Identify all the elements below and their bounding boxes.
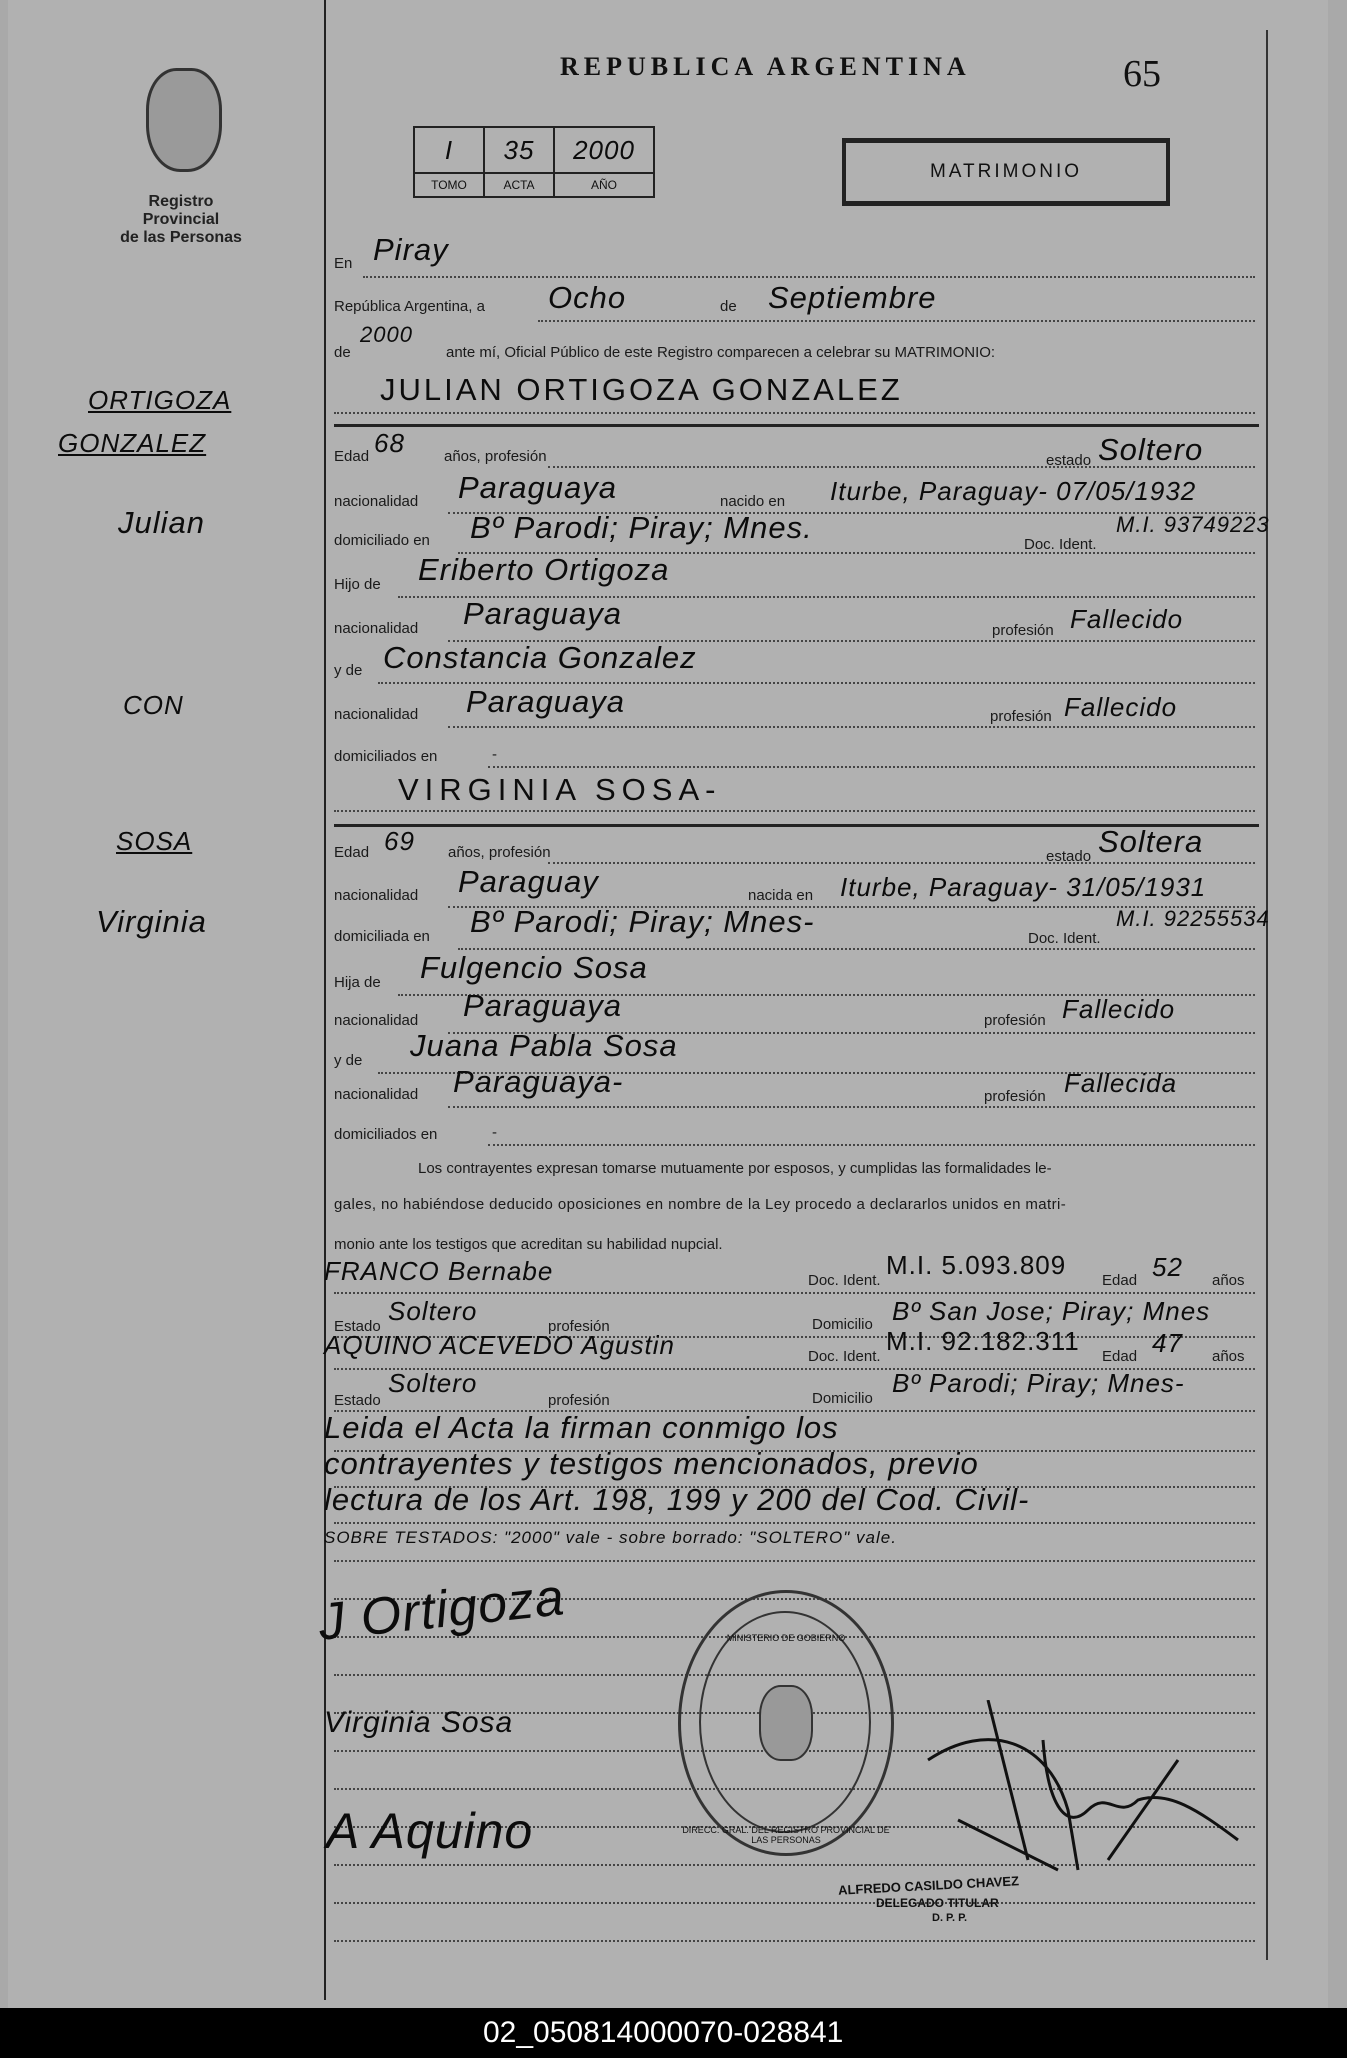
signature-groom: J Ortigoza [315, 1568, 568, 1652]
groom-profesion-label: años, profesión [444, 448, 547, 465]
right-border [1266, 30, 1268, 1960]
witness-2-doc: M.I. 92.182.311 [886, 1326, 1080, 1356]
bride-estado-label: estado [1046, 848, 1092, 865]
groom-estado-label: estado [1046, 452, 1092, 469]
groom-edad-label: Edad [334, 448, 370, 465]
bride-father-prof-label: profesión [984, 1012, 1046, 1029]
groom-nac-label: nacionalidad [334, 493, 419, 510]
closing-line-2: contrayentes y testigos mencionados, previo [324, 1446, 979, 1481]
bride-nacida: Iturbe, Paraguay- 31/05/1931 [840, 872, 1207, 902]
witness-2-anos-label: años [1212, 1348, 1245, 1365]
acta-label: ACTA [484, 173, 554, 197]
bride-domiciliados-label: domiciliados en [334, 1126, 438, 1143]
bride-mother-prof: Fallecida [1064, 1068, 1178, 1098]
official-title: DELEGADO TITULAR [876, 1896, 999, 1910]
groom-nacido: Iturbe, Paraguay- 07/05/1932 [830, 476, 1197, 506]
signature-witness: A Aquino [326, 1803, 534, 1859]
country-title: REPUBLICA ARGENTINA [560, 52, 971, 81]
ante-text: ante mí, Oficial Público de este Registro comparecen a celebrar su MATRIMONIO: [446, 344, 996, 361]
margin-surname-2: SOSA [116, 826, 193, 856]
margin-name-1: Julian [118, 505, 205, 540]
witness-1-edad-label: Edad [1102, 1272, 1138, 1289]
groom-father-prof-label: profesión [992, 622, 1054, 639]
groom-doc-label: Doc. Ident. [1024, 536, 1097, 553]
witness-2-estado-label: Estado [334, 1392, 381, 1409]
groom-domicilio: Bº Parodi; Piray; Mnes. [470, 510, 813, 545]
registry-seal-icon [146, 68, 222, 172]
record-box [413, 126, 655, 198]
bride-nacida-label: nacida en [748, 887, 814, 904]
tomo-label: TOMO [414, 173, 484, 197]
groom-mother-nac: Paraguaya [466, 684, 625, 719]
closing-line-3: lectura de los Art. 198, 199 y 200 del Cod. Civil- [324, 1482, 1030, 1517]
groom-hijo-label: Hijo de [334, 576, 381, 593]
witness-1-doc-label: Doc. Ident. [808, 1272, 881, 1289]
ano-label: AÑO [554, 173, 654, 197]
bride-mother-nac: Paraguaya- [453, 1064, 624, 1099]
margin-surname-1b: GONZALEZ [58, 428, 207, 458]
republica-label: República Argentina, a [334, 298, 485, 315]
groom-nacionalidad: Paraguaya [458, 470, 617, 505]
margin-con: CON [123, 690, 184, 720]
groom-full-name: JULIAN ORTIGOZA GONZALEZ [380, 372, 903, 407]
groom-father-nac-label: nacionalidad [334, 620, 419, 637]
bride-domiciliados: - [492, 1124, 497, 1141]
groom-mother-prof-label: profesión [990, 708, 1052, 725]
signature-bride: Virginia Sosa [324, 1706, 514, 1739]
witness-1-dom-label: Domicilio [812, 1316, 873, 1333]
declaration-line-2: gales, no habiéndose deducido oposiciones en nombre de la Ley procedo a declararlos unidos en matri- [334, 1196, 1067, 1213]
de-label: de [720, 298, 737, 315]
bride-domicilio: Bº Parodi; Piray; Mnes- [470, 904, 815, 939]
bride-father-nac: Paraguaya [463, 988, 622, 1023]
registry-line2: de las Personas [120, 229, 242, 246]
witness-2-doc-label: Doc. Ident. [808, 1348, 881, 1365]
declaration-line-3: monio ante los testigos que acreditan su habilidad nupcial. [334, 1236, 723, 1253]
bride-edad: 69 [384, 826, 415, 856]
closing-line-1: Leida el Acta la firman conmigo los [324, 1410, 839, 1445]
scan-id-bar [0, 2008, 1347, 2058]
acta-value: 35 [503, 134, 535, 165]
witness-1-domicilio: Bº San Jose; Piray; Mnes [892, 1296, 1211, 1326]
certificate-page [8, 0, 1328, 2008]
bride-doc: M.I. 92255534 [1116, 906, 1270, 931]
groom-mother-prof: Fallecido [1064, 692, 1178, 722]
groom-estado: Soltero [1098, 432, 1204, 467]
witness-2-dom-label: Domicilio [812, 1390, 873, 1407]
day-value: Ocho [548, 280, 627, 315]
witness-2-estado: Soltero [388, 1368, 478, 1398]
witness-2-edad-label: Edad [1102, 1348, 1138, 1365]
bride-profesion-label: años, profesión [448, 844, 551, 861]
bride-doc-label: Doc. Ident. [1028, 930, 1101, 947]
margin-surname-1: ORTIGOZA [88, 385, 232, 415]
groom-doc: M.I. 93749223 [1116, 512, 1270, 537]
declaration-line-1: Los contrayentes expresan tomarse mutuamente por esposos, y cumplidas las formalidades le- [418, 1160, 1052, 1177]
bride-hija-label: Hija de [334, 974, 381, 991]
groom-dom-label: domiciliado en [334, 532, 430, 549]
stamp-text: DIRECC. GRAL. DEL REGISTRO PROVINCIAL DE LAS PERSONAS [682, 1825, 890, 1845]
official-unit: D. P. P. [932, 1912, 968, 1924]
official-stamp [678, 1590, 894, 1856]
bride-yde-label: y de [334, 1052, 363, 1069]
groom-mother-nac-label: nacionalidad [334, 706, 419, 723]
official-name: ALFREDO CASILDO CHAVEZ [837, 1873, 1020, 1898]
page-number: 65 [1123, 53, 1161, 95]
bride-mother-prof-label: profesión [984, 1088, 1046, 1105]
bride-mother-nac-label: nacionalidad [334, 1086, 419, 1103]
scan-id: 02_050814000070-028841 [483, 2016, 844, 2049]
witness-1-edad: 52 [1152, 1252, 1183, 1282]
bride-nac-label: nacionalidad [334, 887, 419, 904]
stamp-inner-text: MINISTERIO DE GOBIERNO [726, 1633, 846, 1643]
margin-name-2: Virginia [96, 904, 207, 939]
bride-edad-label: Edad [334, 844, 370, 861]
bride-estado: Soltera [1098, 824, 1204, 859]
bride-full-name: VIRGINIA SOSA- [398, 772, 722, 807]
groom-father: Eriberto Ortigoza [418, 552, 670, 587]
witness-1-estado-label: Estado [334, 1318, 381, 1335]
act-type-box: MATRIMONIO [842, 138, 1170, 206]
ano-value: 2000 [573, 134, 635, 165]
groom-father-prof: Fallecido [1070, 604, 1184, 634]
witness-2-name: AQUINO ACEVEDO Agustin [324, 1330, 675, 1360]
margin-divider [324, 0, 326, 2000]
groom-yde-label: y de [334, 662, 363, 679]
bride-father: Fulgencio Sosa [420, 950, 648, 985]
groom-mother: Constancia Gonzalez [383, 640, 697, 675]
closing-line-4: SOBRE TESTADOS: "2000" vale - sobre borrado: "SOLTERO" vale. [324, 1528, 897, 1547]
en-label: En [334, 255, 353, 272]
witness-1-anos-label: años [1212, 1272, 1245, 1289]
witness-2-prof-label: profesión [548, 1392, 610, 1409]
witness-1-doc: M.I. 5.093.809 [886, 1250, 1067, 1280]
witness-2-edad: 47 [1152, 1328, 1183, 1358]
bride-mother: Juana Pabla Sosa [410, 1028, 678, 1063]
month-value: Septiembre [768, 280, 937, 315]
tomo-value: I [444, 134, 454, 165]
witness-2-domicilio: Bº Parodi; Piray; Mnes- [892, 1368, 1185, 1398]
bride-nacionalidad: Paraguay [458, 864, 599, 899]
bride-father-nac-label: nacionalidad [334, 1012, 419, 1029]
stamp-emblem-icon [759, 1685, 813, 1761]
groom-nacido-label: nacido en [720, 493, 786, 510]
witness-1-estado: Soltero [388, 1296, 478, 1326]
witness-1-prof-label: profesión [548, 1318, 610, 1335]
registry-line1: Registro Provincial [142, 193, 220, 228]
official-signature [908, 1700, 1268, 1880]
witness-1-name: FRANCO Bernabe [324, 1256, 554, 1286]
groom-edad: 68 [374, 428, 405, 458]
year-value: 2000 [360, 322, 413, 347]
place-value: Piray [373, 232, 449, 267]
registry-name [116, 193, 246, 247]
groom-domiciliados: - [492, 746, 497, 763]
groom-domiciliados-label: domiciliados en [334, 748, 438, 765]
groom-father-nac: Paraguaya [463, 596, 622, 631]
de2-label: de [334, 344, 351, 361]
bride-father-prof: Fallecido [1062, 994, 1176, 1024]
bride-dom-label: domiciliada en [334, 928, 430, 945]
